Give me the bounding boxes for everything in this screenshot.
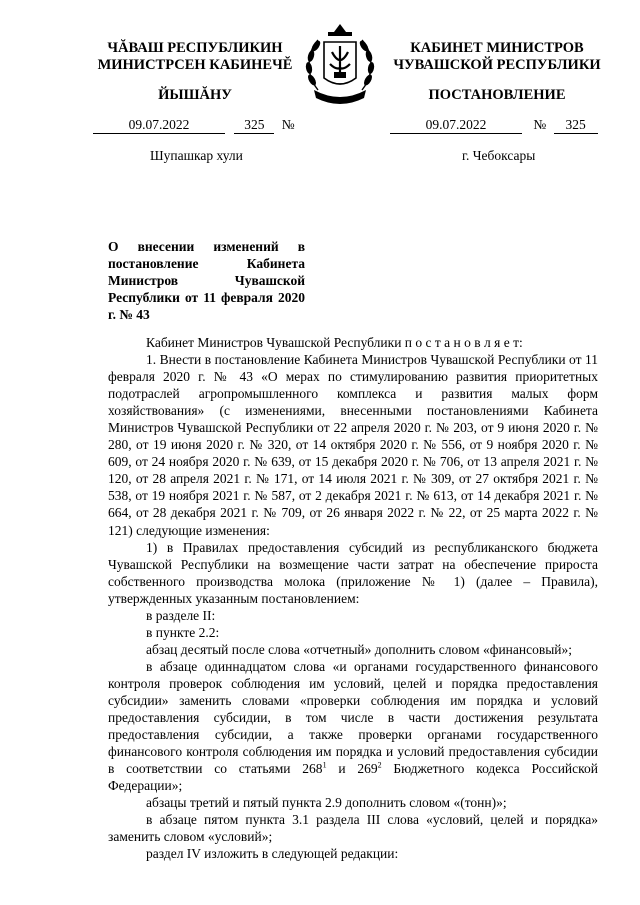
date-number-left: [93, 117, 295, 134]
paragraph-2: 1) в Правилах предоставления субсидий из республиканского бюджета Чувашской Республики на возмещение части затрат на обеспечение прироста собственного производства молока (приложение № 1) (далее – Правила), утвержденных указанным постановлением:: [108, 539, 598, 606]
paragraph-6-part-c: Бюджетного кодекса Российской Федерации»;: [108, 761, 598, 794]
header-right-doc-type: ПОСТАНОВЛЕНИЕ: [428, 87, 566, 103]
paragraph-7: абзацы третий и пятый пункта 2.9 дополнить словом «(тонн)»;: [146, 795, 507, 811]
paragraph-6-part-a: в абзаце одиннадцатом слова «и органами государственного финансового контроля проверок соблюдения им условий, целей и порядка предоставления субсидии» заменить словами «проверки соблюдения им порядка и условий предоставления субсидии, в том числе в части достижения результата предоставления субсидии, а также проверки органами государственного финансового контроля соблюдения им порядка и условий предоставления субсидии в соответствии со статьями 268: [108, 658, 598, 777]
paragraph-5: абзац десятый после слова «отчетный» дополнить словом «финансовый»;: [146, 641, 573, 657]
paragraph-3: в разделе II:: [146, 607, 216, 623]
paragraph-6-part-b: и 269: [326, 761, 378, 777]
place-right: г. Чебоксары: [462, 148, 536, 163]
date-left: 09.07.2022: [93, 117, 225, 134]
number-sign-right: №: [533, 117, 547, 132]
header-left-line1: ЧĂВАШ РЕСПУБЛИКИН: [107, 40, 283, 56]
header-right-line1: КАБИНЕТ МИНИСТРОВ: [410, 40, 584, 56]
date-number-right: [390, 117, 598, 134]
number-sign-left: №: [281, 117, 295, 132]
paragraph-8: в абзаце пятом пункта 3.1 раздела III слова «условий, целей и порядка» заменить словом «условий»;: [108, 812, 598, 845]
paragraph-1: 1. Внести в постановление Кабинета Министров Чувашской Республики от 11 февраля 2020 г. № 43 «О мерах по стимулированию развития приоритетных подотраслей агропромышленного комплекса и развития малых форм хозяйствования» (с изменениями, внесенными постановлениями Кабинета Министров Чувашской Республики от 22 апреля 2020 г. № 203, от 9 июня 2020 г. № 280, от 19 июня 2020 г. № 320, от 14 октября 2020 г. № 556, от 9 ноября 2020 г. № 609, от 24 ноября 2020 г. № 639, от 15 декабря 2020 г. № 706, от 13 апреля 2021 г. № 120, от 28 апреля 2021 г. № 171, от 14 июля 2021 г. № 309, от 27 октября 2021 г. № 538, от 19 ноября 2021 г. № 587, от 2 декабря 2021 г. № 613, от 14 декабря 2021 г. № 664, от 28 декабря 2021 г. № 709, от 26 января 2022 г. № 22, от 25 марта 2022 г. № 121) следующие изменения:: [108, 352, 598, 538]
header-left-line2: МИНИСТРСЕН КАБИНЕЧĔ: [97, 57, 293, 73]
paragraph-6: [108, 658, 598, 794]
place-left: Шупашкар хули: [150, 148, 243, 163]
date-right: 09.07.2022: [390, 117, 522, 134]
header-right-line2: ЧУВАШСКОЙ РЕСПУБЛИКИ: [393, 57, 601, 73]
chuvashia-emblem-icon: [298, 20, 382, 108]
paragraph-4: в пункте 2.2:: [146, 624, 220, 640]
document-subject: О внесении изменений в постановление Кабинета Министров Чувашской Республики от 11 февраля 2020 г. № 43: [108, 239, 305, 322]
number-left: 325: [234, 117, 274, 134]
paragraph-preamble: Кабинет Министров Чувашской Республики п о с т а н о в л я е т:: [146, 335, 523, 350]
header-right-title: [382, 40, 612, 74]
paragraph-9: раздел IV изложить в следующей редакции:: [146, 846, 399, 862]
document-body: [108, 334, 598, 862]
paragraph-6-sup-2: 2: [377, 760, 382, 770]
header-left-doc-type: ЙЫШĂНУ: [158, 87, 232, 103]
header-left-title: [90, 40, 300, 74]
number-right: 325: [554, 117, 598, 134]
paragraph-6-sup-1: 1: [322, 760, 327, 770]
